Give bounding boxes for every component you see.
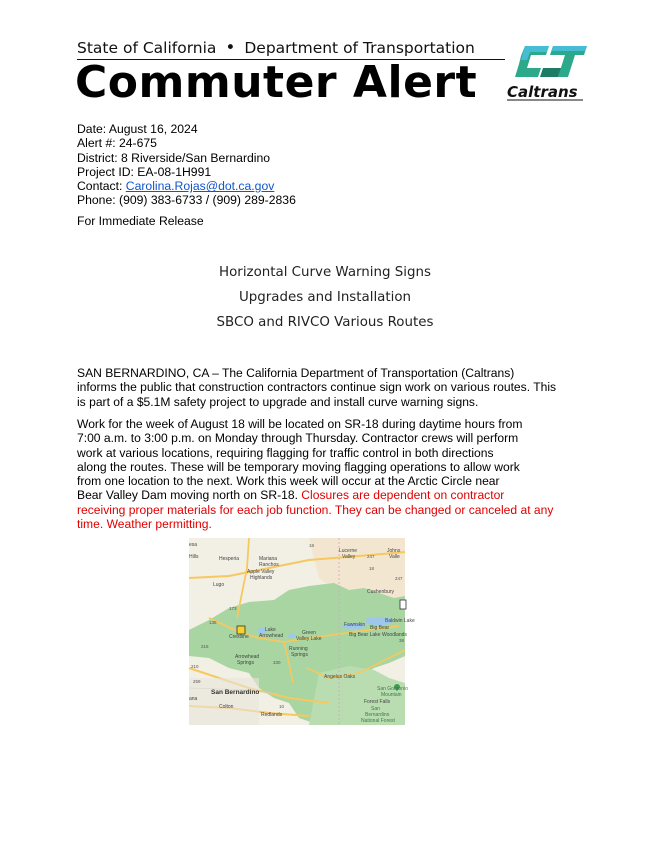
map-route-shield: 138: [209, 620, 217, 625]
map-label: San Bernardino: [211, 689, 260, 696]
work-line-3: work at various locations, requiring flagging for traffic control in both directions: [77, 445, 494, 460]
map-label: Valley Lake: [296, 636, 322, 642]
map-canvas: [189, 538, 415, 725]
headline-line-1: Horizontal Curve Warning Signs: [219, 265, 431, 280]
contact-email-link[interactable]: Carolina.Rojas@dot.ca.gov: [125, 179, 275, 194]
agency-department: Department of Transportation: [244, 39, 475, 57]
intro-line-1: SAN BERNARDINO, CA – The California Department of Transportation (Caltrans): [77, 366, 515, 380]
map-label: Apple Valley: [247, 569, 275, 575]
map-label: Green: [302, 630, 316, 636]
alert-contact: [77, 179, 296, 193]
map-label: Johns: [387, 548, 401, 554]
work-line-1: Work for the week of August 18 will be located on SR-18 during daytime hours from: [77, 417, 523, 431]
map-route-shield: 173: [229, 606, 237, 611]
map-label: Lake: [265, 627, 276, 633]
work-line-4: along the routes. These will be temporary moving flagging operations to allow work: [77, 459, 520, 474]
page-title: Commuter Alert: [75, 57, 478, 108]
map-label: Hesperia: [219, 556, 240, 562]
headline-line-2: Upgrades and Installation: [238, 290, 412, 305]
map-label: Big Bear: [370, 625, 390, 631]
map-label: Mountain: [381, 692, 402, 698]
headline-line-3: SBCO and RIVCO Various Routes: [216, 315, 434, 330]
map-route-shield: 330: [273, 660, 281, 665]
work-line-8: time. Weather permitting.: [77, 517, 212, 532]
caltrans-logo-text: Caltrans: [507, 83, 578, 101]
alert-number: Alert #: 24-675: [77, 136, 157, 151]
work-line-6-black: Bear Valley Dam moving north on SR-18.: [77, 488, 302, 503]
map-label: ana: [189, 696, 198, 702]
intro-line-2: informs the public that construction contractors continue sign work on various routes. This: [77, 380, 557, 395]
map-route-shield: 10: [279, 704, 285, 709]
work-line-2: 7:00 a.m. to 3:00 p.m. on Monday through Thursday. Contractor crews will perform: [77, 431, 519, 446]
map-label: Highlands: [250, 575, 273, 581]
map-route-shield: 18: [369, 566, 375, 571]
map-label: Springs: [291, 652, 308, 658]
map-label: Lucerne: [339, 548, 358, 554]
map-label: Ranchos: [259, 562, 279, 568]
map-label: Big Bear Lake: [349, 632, 381, 638]
intro-line-3: is part of a $5.1M safety project to upgrade and install curve warning signs.: [77, 394, 479, 409]
map-route-shield: 38: [399, 638, 405, 643]
map-label: Bernardino: [365, 712, 390, 718]
map-label: Colton: [219, 704, 234, 710]
map-label: Baldwin Lake: [385, 618, 415, 624]
map-label: Woodlands: [382, 632, 407, 638]
intro-paragraph: [77, 366, 589, 409]
map-label: National Forest: [361, 718, 395, 724]
map-label: San Gorgonio: [377, 686, 408, 692]
header-agency-line: [77, 38, 475, 58]
map-label: Arrowhead: [235, 654, 260, 660]
map-label: Crestline: [229, 634, 249, 640]
map-label: Cushenbury: [367, 589, 394, 595]
map-label: Springs: [237, 660, 254, 666]
alert-metadata: [77, 122, 296, 208]
map-label: Angelus Oaks: [324, 674, 356, 680]
map-label: Mariana: [259, 556, 278, 562]
map-label: Lugo: [213, 582, 225, 588]
alert-date: Date: August 16, 2024: [77, 122, 198, 136]
project-area-map: [189, 538, 415, 725]
map-label: Valley: [342, 554, 356, 560]
alert-project-id: Project ID: EA-08-1H991: [77, 164, 212, 179]
release-note: For Immediate Release: [77, 214, 204, 228]
map-label: esa: [189, 542, 198, 548]
closure-warning-start: Closures are dependent on contractor: [301, 488, 505, 503]
caltrans-ct-mark: [515, 46, 587, 77]
map-route-shield: 215: [201, 644, 209, 649]
contact-label: Contact:: [77, 179, 126, 194]
map-label: Valle: [389, 554, 400, 560]
map-route-shield: 247: [395, 576, 403, 581]
work-line-7: receiving proper materials for each job function. They can be changed or canceled at any: [77, 502, 554, 517]
map-label: Forest Falls: [364, 699, 391, 705]
work-line-5: from one location to the next. Work this week will occur at the Arctic Circle near: [77, 474, 500, 489]
alert-phone: Phone: (909) 383-6733 / (909) 289-2836: [77, 193, 296, 208]
map-label: Fawnskin: [344, 622, 366, 628]
map-label: Running: [289, 646, 308, 652]
agency-bullet: •: [225, 38, 236, 58]
map-route-shield: 18: [309, 543, 315, 548]
map-route-shield: 247: [367, 554, 375, 559]
map-label: Redlands: [261, 712, 283, 718]
map-label: Hills: [189, 554, 199, 560]
map-route-shield: 259: [193, 679, 201, 684]
work-line-6: [77, 488, 589, 502]
map-label: Arrowhead: [259, 633, 284, 639]
caltrans-logo: [503, 42, 588, 104]
alert-district: District: 8 Riverside/San Bernardino: [77, 150, 271, 165]
agency-state: State of California: [77, 39, 217, 57]
work-paragraph: [77, 417, 589, 531]
map-route-shield: 210: [191, 664, 199, 669]
map-label: San: [371, 706, 380, 712]
